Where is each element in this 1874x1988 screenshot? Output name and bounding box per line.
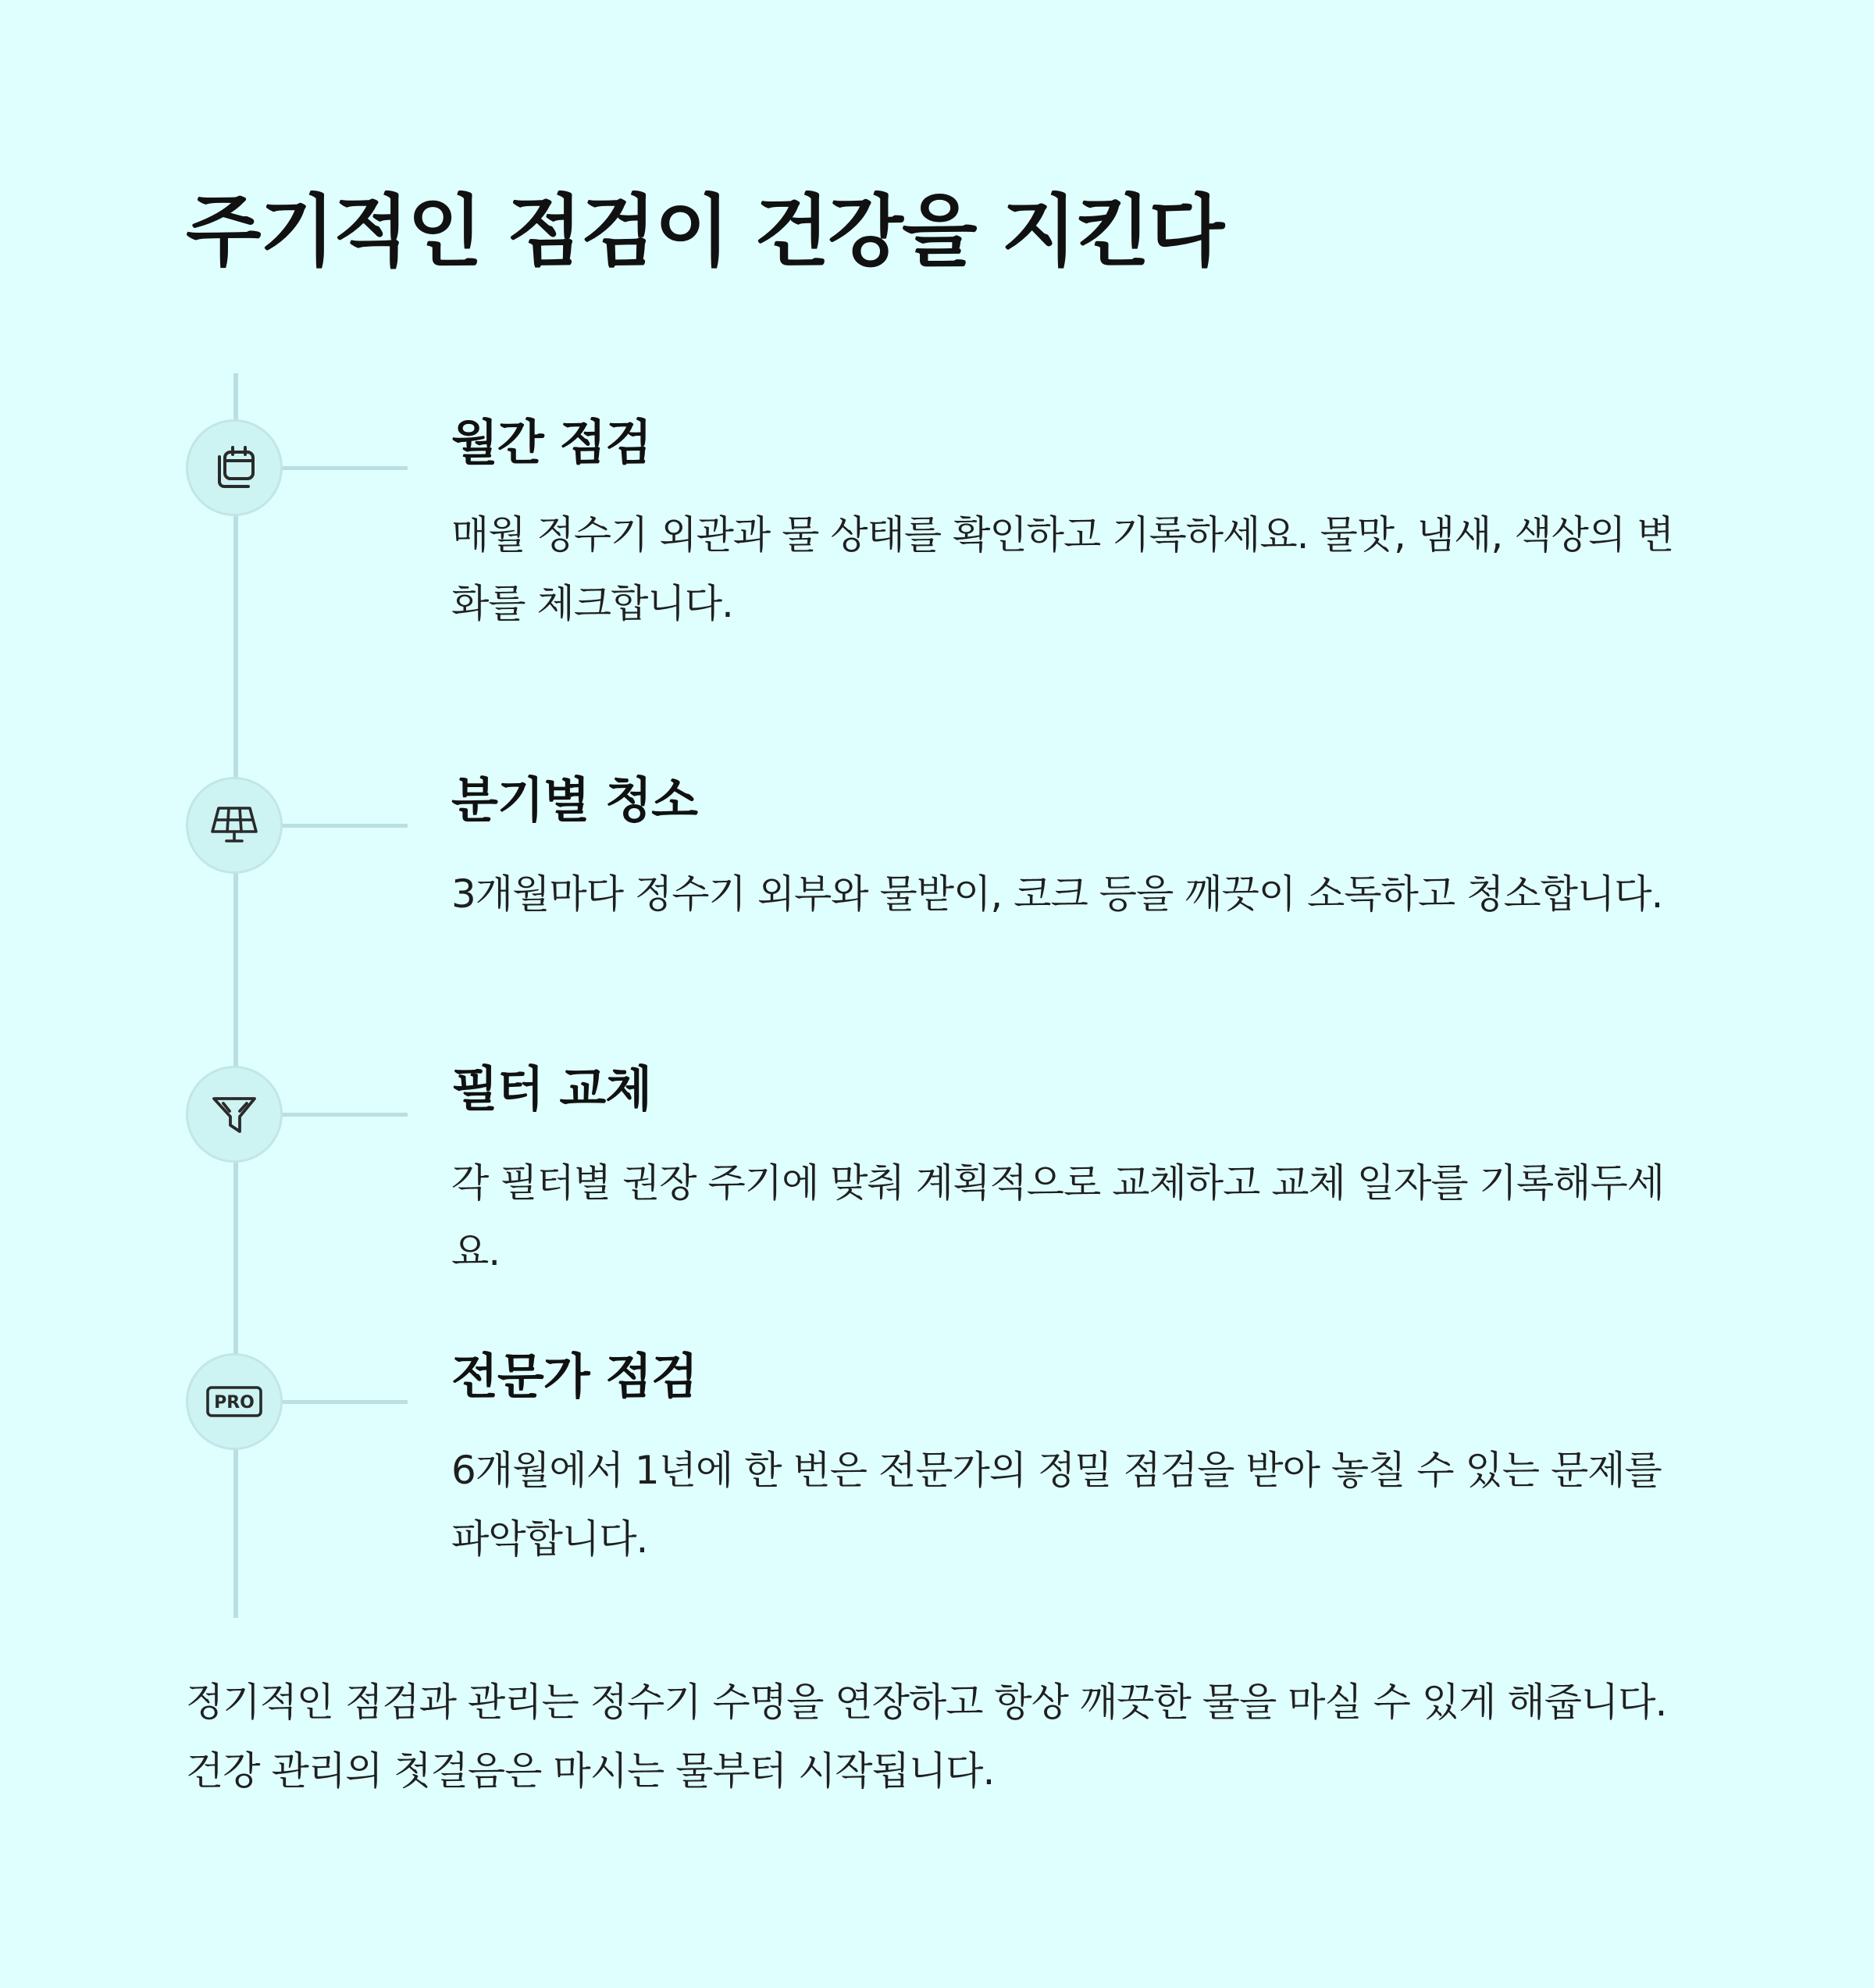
step-title-quarterly: 분기별 청소: [451, 771, 698, 828]
pro-badge-icon: [203, 1370, 265, 1433]
step-title-filter: 필터 교체: [451, 1060, 652, 1117]
step-icon-expert: [186, 1353, 283, 1450]
step-connector: [283, 1113, 408, 1117]
step-icon-quarterly: [186, 777, 283, 874]
step-connector: [283, 466, 408, 470]
step-icon-monthly: [186, 419, 283, 516]
summary-text: 정기적인 점검과 관리는 정수기 수명을 연장하고 항상 깨끗한 물을 마실 수 있게 해줍니다. 건강 관리의 첫걸음은 마시는 물부터 시작됩니다.: [186, 1680, 1667, 1794]
calendar-icon: [203, 436, 265, 499]
step-title-monthly: 월간 점검: [451, 414, 652, 471]
filter-icon: [203, 1083, 265, 1145]
solar-panel-icon: [203, 794, 265, 857]
step-description-monthly: 매월 정수기 외관과 물 상태를 확인하고 기록하세요. 물맛, 냄새, 색상의 변화를 체크합니다.: [451, 512, 1674, 626]
step-connector: [283, 824, 408, 828]
step-description-quarterly: 3개월마다 정수기 외부와 물받이, 코크 등을 깨끗이 소독하고 청소합니다.: [451, 871, 1663, 917]
step-description-filter: 각 필터별 권장 주기에 맞춰 계획적으로 교체하고 교체 일자를 기록해두세요.: [451, 1160, 1665, 1274]
step-description-expert: 6개월에서 1년에 한 번은 전문가의 정밀 점검을 받아 놓칠 수 있는 문제를 파악합니다.: [451, 1448, 1662, 1562]
pro-badge-label: PRO: [214, 1393, 255, 1413]
step-icon-filter: [186, 1066, 283, 1163]
page-title: 주기적인 점검이 건강을 지킨다: [186, 186, 1224, 277]
step-title-expert: 전문가 점검: [451, 1348, 698, 1405]
step-connector: [283, 1400, 408, 1404]
